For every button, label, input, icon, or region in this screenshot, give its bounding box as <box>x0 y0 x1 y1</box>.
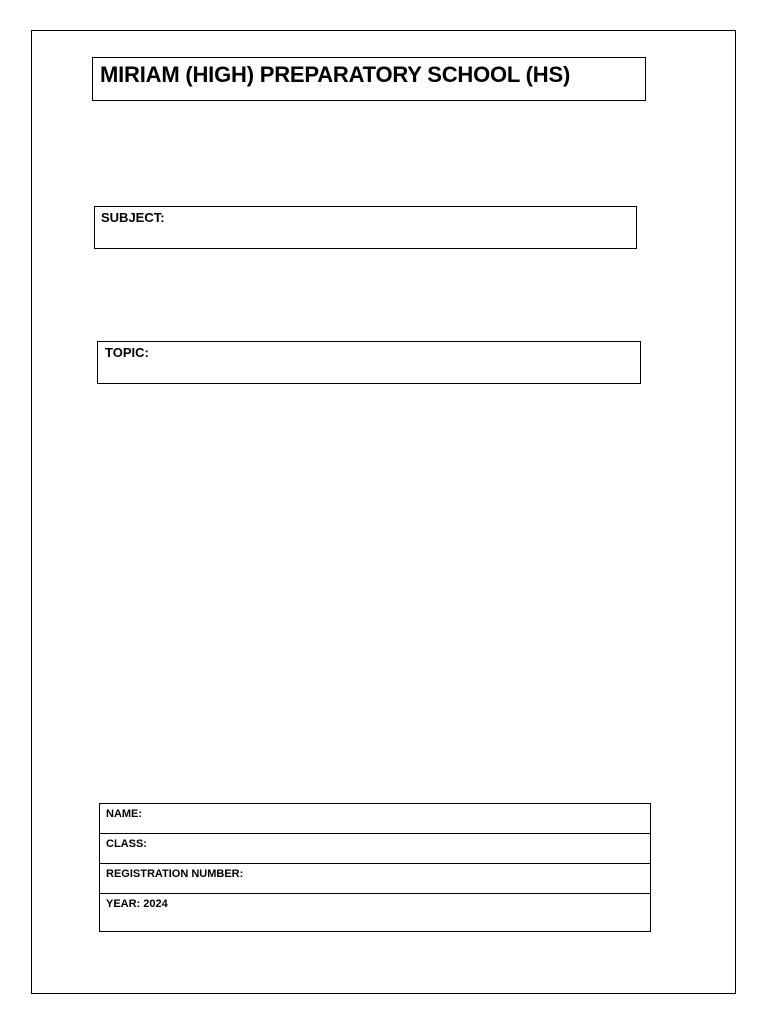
registration-number-label: REGISTRATION NUMBER: <box>106 868 244 880</box>
registration-number-row[interactable] <box>100 864 650 894</box>
school-title: MIRIAM (HIGH) PREPARATORY SCHOOL (HS) <box>100 62 571 87</box>
year-row[interactable] <box>100 894 650 931</box>
subject-field[interactable] <box>94 206 637 249</box>
topic-field[interactable] <box>97 341 641 384</box>
school-title-box <box>92 57 646 101</box>
name-row[interactable] <box>100 804 650 834</box>
class-label: CLASS: <box>106 838 147 850</box>
subject-label: SUBJECT: <box>101 210 165 225</box>
year-label: YEAR: 2024 <box>106 898 168 910</box>
name-label: NAME: <box>106 808 143 820</box>
class-row[interactable] <box>100 834 650 864</box>
student-info-table <box>99 803 651 932</box>
topic-label: TOPIC: <box>105 345 149 360</box>
